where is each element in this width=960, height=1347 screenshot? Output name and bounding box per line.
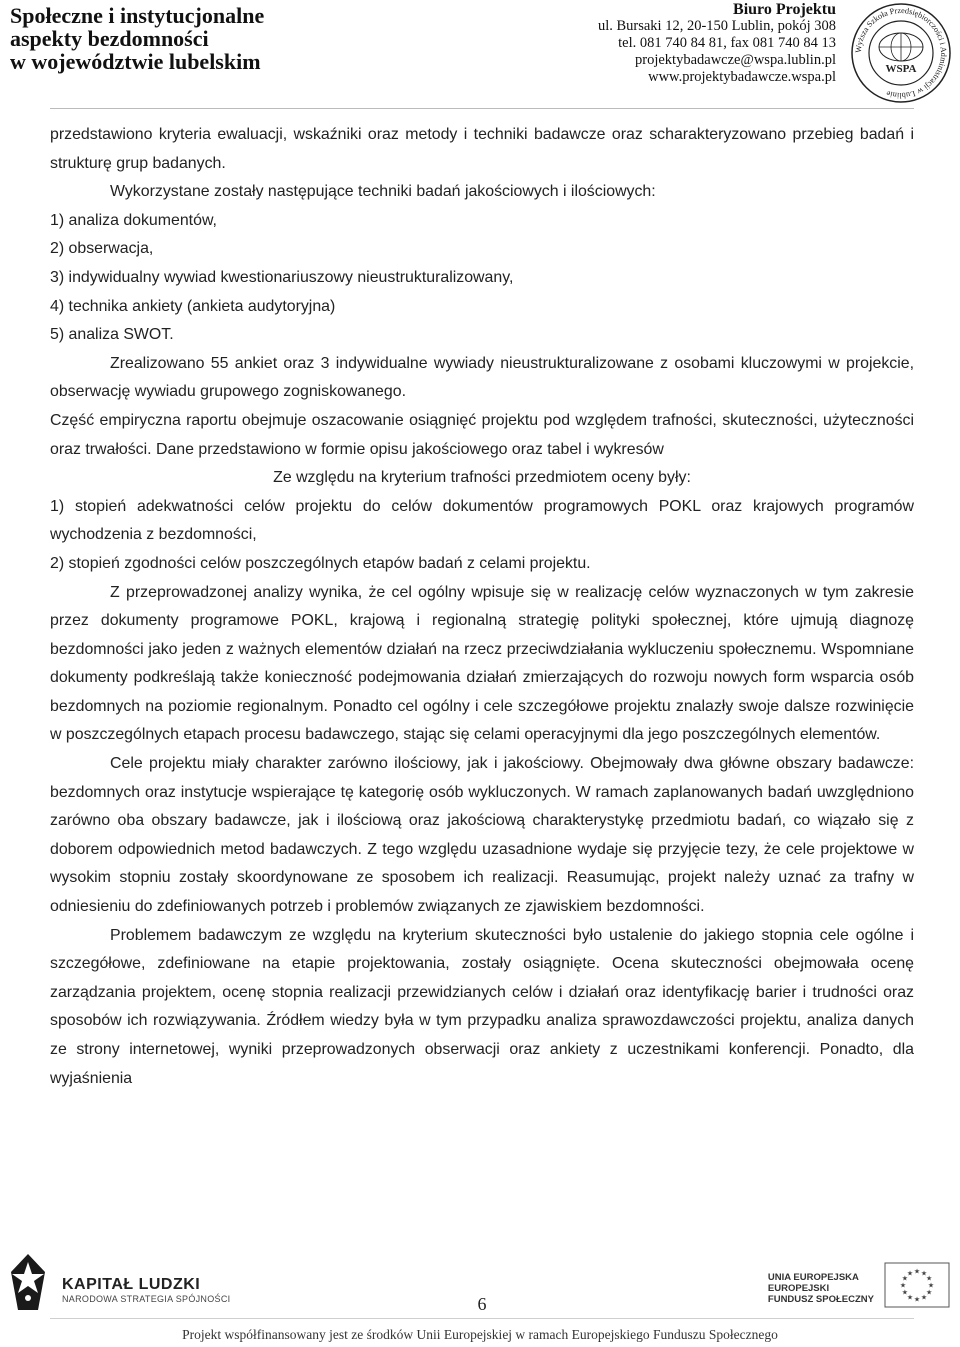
paragraph: Zrealizowano 55 ankiet oraz 3 indywidualne wywiady nieustrukturalizowane z osobami kluczowymi w projekcie, obserwację wywiadu grupowego zogniskowanego. — [50, 354, 914, 401]
eu-star-icon: ★ — [913, 1267, 921, 1276]
paragraph: Cele projektu miały charakter zarówno ilościowy, jak i jakościowy. Obejmowały dwa główne obszary badawcze: bezdomnych oraz instytucje wspierające tę kategorię osób wykluczonych. W ramach zaplanowanych badań uwzględniono zarówno oba obszary badawcze, jak i ilościową oraz jakościową charakterystykę przedmiotu badań, co wiązało się z doborem odpowiednich metod badawczych. Z tego względu uzasadnione wydaje się przyjęcie tezy, że cele projektowe w wysokim stopniu zostały skoordynowane ze sposobem ich realizacji. Reasumując, projekt należy uznać za trafny w odniesieniu do zdefiniowanych potrzeb i problemów związanych ze zjawiskiem bezdomności. — [50, 755, 914, 916]
document-body — [50, 121, 914, 1093]
eu-star-icon: ★ — [927, 1281, 935, 1290]
office-address: ul. Bursaki 12, 20-150 Lublin, pokój 308 — [597, 18, 836, 34]
page-number: 6 — [477, 1294, 487, 1314]
eu-star-icon: ★ — [920, 1269, 928, 1278]
eu-star-icon: ★ — [906, 1293, 914, 1302]
eu-star-icon: ★ — [901, 1288, 909, 1297]
eu-label-line-2: EUROPEJSKI — [767, 1283, 830, 1294]
kapital-ludzki-title: KAPITAŁ LUDZKI — [62, 1276, 201, 1293]
eu-star-icon: ★ — [899, 1281, 907, 1290]
office-email: projektybadawcze@wspa.lublin.pl — [635, 52, 836, 68]
wspa-logo-text: WSPA — [885, 63, 917, 75]
paragraph: Problemem badawczym ze względu na kryterium skuteczności było ustalenie do jakiego stopnia cele ogólne i szczegółowe, zdefiniowane na etapie projektowania, zostały osiągnięte. Ocena skuteczności obejmowała ocenę zarządzania projektem, ocenę stopnia realizacji przewidzianych celów i działań oraz identyfikację barier i trudności oraz sposobów ich rozwiązywania. Źródłem wiedzy była w tym przypadku analiza sprawozdawczości projektu, analiza danych ze strony internetowej, wyniki przeprowadzonych obserwacji oraz ankiety z uczestnikami konferencji. Ponadto, dla wyjaśnienia — [50, 926, 914, 1087]
paragraph: 1) stopień adekwatności celów projektu do celów dokumentów programowych POKL oraz krajowych programów wychodzenia z bezdomności, — [50, 497, 914, 544]
office-name: Biuro Projektu — [733, 1, 836, 18]
footer-divider — [50, 1318, 914, 1319]
list-item: 2) obserwacja, — [50, 240, 154, 258]
paragraph: Część empiryczna raportu obejmuje oszacowanie osiągnięć projektu pod względem trafności, skuteczności, użyteczności oraz trwałości. Dane przedstawiono w formie opisu jakościowego oraz tabel i wykresów — [50, 411, 914, 458]
paragraph: 2) stopień zgodności celów poszczególnych etapów badań z celami projektu. — [50, 554, 591, 572]
eu-star-icon: ★ — [925, 1274, 933, 1283]
office-website: www.projektybadawcze.wspa.pl — [648, 69, 836, 85]
header-divider — [50, 108, 914, 109]
project-title-line-1: Społeczne i instytucjonalne — [10, 3, 265, 28]
project-title — [10, 4, 264, 73]
office-contact — [598, 1, 836, 86]
kapital-ludzki-subtitle: NARODOWA STRATEGIA SPÓJNOŚCI — [62, 1294, 231, 1304]
kapital-ludzki-brand — [62, 1276, 230, 1305]
paragraph: przedstawiono kryteria ewaluacji, wskaźniki oraz metody i techniki badawcze oraz scharakteryzowano przebieg badań i strukturę grup badanych. — [50, 126, 914, 172]
project-title-line-3: w województwie lubelskim — [10, 49, 261, 74]
eu-star-icon: ★ — [925, 1288, 933, 1297]
list-item: 5) analiza SWOT. — [50, 326, 174, 344]
office-phone: tel. 081 740 84 81, fax 081 740 84 13 — [618, 35, 836, 51]
eu-star-icon: ★ — [913, 1295, 921, 1304]
paragraph: Wykorzystane zostały następujące techniki badań jakościowych i ilościowych: — [110, 183, 656, 201]
kapital-ludzki-logo-icon — [8, 1252, 48, 1312]
wspa-logo-icon — [850, 2, 952, 104]
cofinancing-note: Projekt współfinansowany jest ze środków Unii Europejskiej w ramach Europejskiego Funduszu Społecznego — [182, 1327, 778, 1342]
eu-star-icon: ★ — [906, 1269, 914, 1278]
wspa-logo-ring-text: Wyższa Szkoła Przedsiębiorczości i Administracji w Lublinie — [853, 5, 949, 101]
list-item: 3) indywidualny wywiad kwestionariuszowy nieustrukturalizowany, — [50, 268, 514, 286]
list-item: 1) analiza dokumentów, — [50, 211, 217, 229]
project-title-line-2: aspekty bezdomności — [10, 26, 209, 51]
eu-star-icon: ★ — [901, 1274, 909, 1283]
paragraph: Z przeprowadzonej analizy wynika, że cel ogólny wpisuje się w realizację celów wyznaczonych w tym zakresie przez dokumenty programowe POKL, krajową i regionalną strategię polityki społecznej, które ujmują diagnozę bezdomności jako jeden z ważnych elementów działań na rzecz przeciwdziałania wykluczeniu społecznemu. Wspomniane dokumenty podkreślają także konieczność podejmowania działań zmierzających do rozwoju nowych form wsparcia osób bezdomnych na poziomie regionalnym. Ponadto cel ogólny i cele szczegółowe projektu znalazły swoje dalsze rozwinięcie w poszczególnych etapach procesu badawczego, stając się celami operacyjnymi dla jego poszczególnych elementów. — [50, 583, 914, 744]
list-item: 4) technika ankiety (ankieta audytoryjna) — [50, 297, 336, 315]
eu-star-icon: ★ — [920, 1293, 928, 1302]
paragraph: Ze względu na kryterium trafności przedmiotem oceny były: — [273, 469, 691, 487]
eu-label-line-3: FUNDUSZ SPOŁECZNY — [767, 1294, 874, 1305]
eu-flag-icon — [884, 1262, 950, 1308]
eu-label — [768, 1272, 874, 1305]
eu-label-line-1: UNIA EUROPEJSKA — [767, 1272, 859, 1283]
